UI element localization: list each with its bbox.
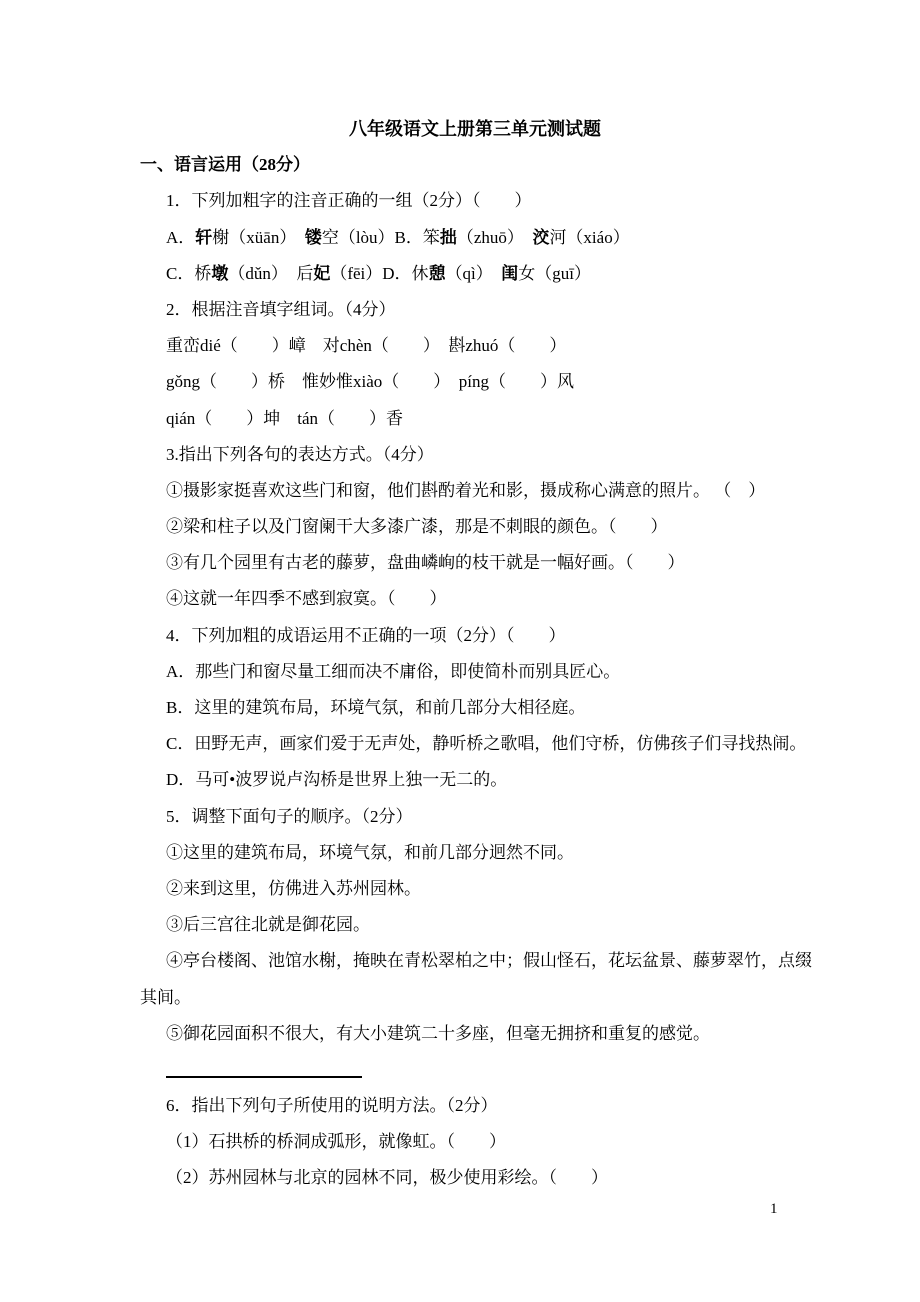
question-2-fill-line-1: 重峦dié（ ）嶂 对chèn（ ） 斟zhuó（ ）: [166, 336, 567, 356]
question-3-item-1: ①摄影家挺喜欢这些门和窗，他们斟酌着光和影，摄成称心满意的照片。 （ ）: [166, 480, 766, 500]
question-1-options-cd: C．桥墩（dǔn） 后妃（fēi）D．休憩（qì） 闺女（guī）: [166, 263, 592, 283]
question-5-stem: 5．调整下面句子的顺序。（2分）: [166, 806, 413, 826]
question-3-stem: 3.指出下列各句的表达方式。（4分）: [166, 444, 434, 464]
question-6-item-1: （1）石拱桥的桥洞成弧形，就像虹。（ ）: [166, 1132, 506, 1152]
question-4-option-a: A．那些门和窗尽量工细而决不庸俗，即使简朴而别具匠心。: [166, 661, 621, 681]
section-1-heading: 一、语言运用（28分）: [140, 155, 310, 175]
answer-blank-line: [166, 1052, 362, 1078]
question-4-option-d: D．马可•波罗说卢沟桥是世界上独一无二的。: [166, 770, 508, 790]
question-2-fill-line-3: qián（ ）坤 tán（ ）香: [166, 408, 404, 428]
question-5-item-3: ③后三宫往北就是御花园。: [166, 915, 370, 935]
question-2-stem: 2．根据注音填字组词。（4分）: [166, 299, 396, 319]
question-6-item-2: （2）苏州园林与北京的园林不同，极少使用彩绘。（ ）: [166, 1168, 608, 1188]
question-3-item-2: ②梁和柱子以及门窗阑干大多漆广漆，那是不刺眼的颜色。（ ）: [166, 517, 668, 537]
question-1-options-ab: A．轩榭（xüān） 镂空（lòu）B．笨拙（zhuō） 洨河（xiáo）: [166, 227, 630, 247]
question-4-option-b: B．这里的建筑布局，环境气氛，和前几部分大相径庭。: [166, 698, 586, 717]
question-2-fill-line-2: gǒng（ ）桥 惟妙惟xiào（ ） píng（ ）风: [166, 372, 574, 392]
question-5-item-5: ⑤御花园面积不很大，有大小建筑二十多座，但毫无拥挤和重复的感觉。: [166, 1023, 710, 1043]
question-3-item-3: ③有几个园里有古老的藤萝，盘曲嶙峋的枝干就是一幅好画。（ ）: [166, 553, 685, 573]
question-4-option-c: C．田野无声，画家们爱于无声处，静听桥之歌唱，他们守桥，仿佛孩子们寻找热闹。: [166, 734, 807, 754]
question-5-item-1: ①这里的建筑布局，环境气氛，和前几部分迥然不同。: [166, 842, 574, 862]
answer-blank-row: [140, 1052, 810, 1088]
question-3-item-4: ④这就一年四季不感到寂寞。（ ）: [166, 589, 447, 609]
page-number: 1: [770, 1201, 778, 1217]
document-title: 八年级语文上册第三单元测试题: [349, 119, 601, 139]
question-5-item-2: ②来到这里，仿佛进入苏州园林。: [166, 878, 421, 898]
question-4-stem: 4．下列加粗的成语运用不正确的一项（2分）（ ）: [166, 625, 566, 645]
question-1-stem: 1．下列加粗字的注音正确的一组（2分）（ ）: [166, 191, 532, 211]
question-5-item-4: ④亭台楼阁、池馆水榭，掩映在青松翠柏之中；假山怪石，花坛盆景、藤萝翠竹，点缀其间。: [140, 951, 812, 1007]
question-6-stem: 6．指出下列句子所使用的说明方法。（2分）: [166, 1096, 498, 1116]
